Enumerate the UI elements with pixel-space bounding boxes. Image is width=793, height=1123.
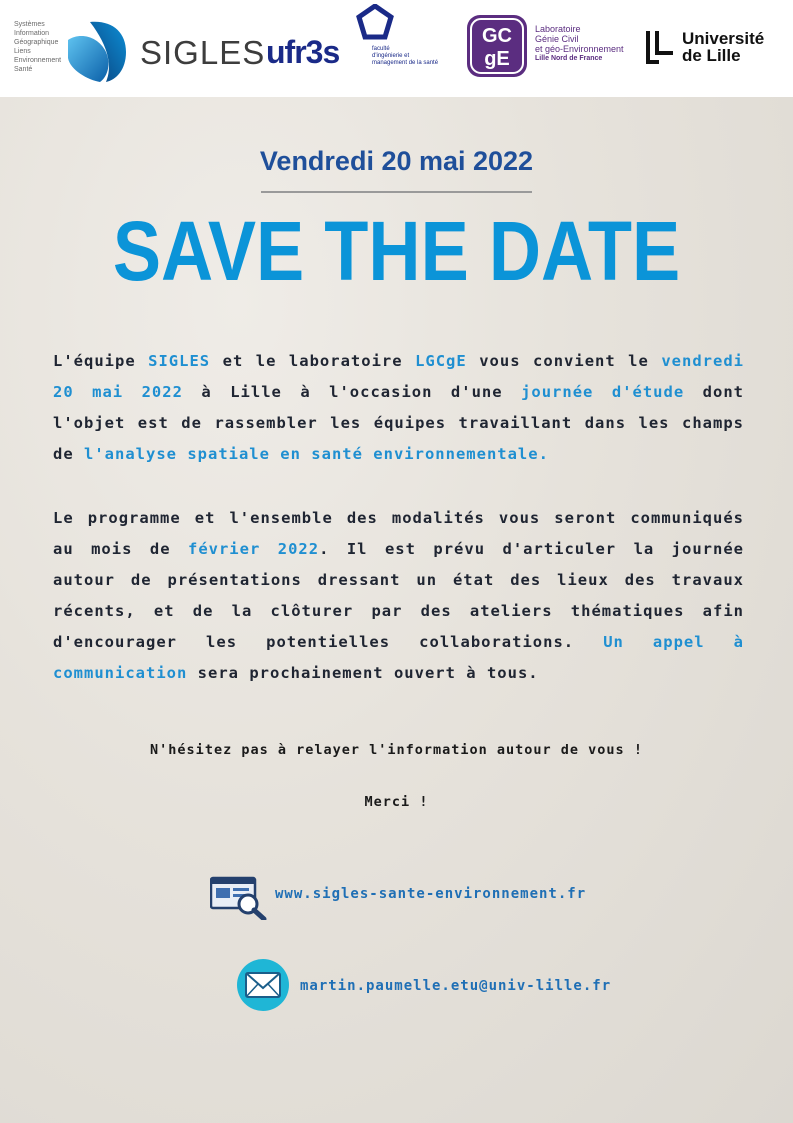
- intro-paragraph: [53, 346, 744, 470]
- lgcge-caption-line: et géo-Environnement: [535, 44, 624, 54]
- text-run: Le programme et l'ensemble des modalités vous seront communiqués au mois de: [53, 509, 744, 558]
- sigles-tagline-line: Santé: [14, 66, 33, 73]
- ufr3s-subtitle-line: management de la santé: [372, 60, 439, 66]
- univ-lille-wordmark: [682, 30, 764, 64]
- thanks-message: Merci !: [364, 794, 429, 810]
- website-link[interactable]: www.sigles-sante-environnement.fr: [275, 886, 587, 902]
- sigles-tagline-line: Information: [14, 30, 50, 37]
- logo-banner: [0, 0, 793, 97]
- highlight-topic: l'analyse spatiale en santé environnementale.: [84, 445, 549, 463]
- program-paragraph: [53, 503, 744, 689]
- highlight-lgcge: LGCgE: [415, 352, 467, 370]
- ufr3s-pentagon-icon: [356, 4, 394, 42]
- ufr3s-subtitle-line: faculté: [372, 46, 390, 52]
- univ-lille-logo-icon: [645, 31, 677, 65]
- save-the-date-headline: SAVE THE DATE: [112, 204, 681, 298]
- lgcge-caption-line: Génie Civil: [535, 34, 579, 44]
- ufr3s-subtitle: [372, 46, 438, 67]
- ufr3s-subtitle-line: d'ingénierie et: [372, 53, 410, 59]
- sigles-logo-icon: [66, 18, 130, 84]
- sigles-tagline-line: Géographique: [14, 39, 59, 46]
- text-run: L'équipe: [53, 352, 149, 370]
- email-envelope-icon: [236, 958, 290, 1012]
- sigles-tagline-line: Systèmes: [14, 21, 45, 28]
- email-link[interactable]: martin.paumelle.etu@univ-lille.fr: [300, 978, 612, 994]
- title-divider: [261, 191, 532, 193]
- event-date: Vendredi 20 mai 2022: [259, 146, 534, 176]
- highlight-call-for-papers: Un appel à communication: [53, 633, 744, 682]
- ufr3s-wordmark: ufr3s: [266, 34, 340, 70]
- text-run: et le laboratoire: [210, 352, 416, 370]
- highlight-date: vendredi 20 mai 2022: [53, 352, 744, 401]
- highlight-sigles: SIGLES: [148, 352, 211, 370]
- highlight-february: février 2022: [187, 540, 320, 558]
- lgcge-caption-line: Laboratoire: [535, 24, 581, 34]
- text-run: sera prochainement ouvert à tous.: [187, 664, 539, 682]
- sigles-tagline: [14, 20, 61, 74]
- highlight-study-day: journée d'étude: [521, 383, 685, 401]
- lgcge-caption: [535, 24, 624, 64]
- text-run: à Lille à l'occasion d'une: [182, 383, 522, 401]
- lgcge-caption-line: Lille Nord de France: [535, 55, 603, 62]
- lgcge-mark-bottom: gE: [484, 48, 510, 70]
- univ-lille-line: de Lille: [682, 46, 741, 65]
- text-run: dont l'objet est de rassembler les équipes travaillant dans les champs de: [53, 383, 744, 463]
- sigles-tagline-line: Liens: [14, 48, 31, 55]
- sigles-wordmark: SIGLES: [140, 34, 266, 71]
- sigles-tagline-line: Environnement: [14, 57, 62, 64]
- relay-message: N'hésitez pas à relayer l'information autour de vous !: [150, 742, 643, 758]
- univ-lille-line: Université: [682, 29, 765, 48]
- text-run: vous convient le: [466, 352, 662, 370]
- lgcge-mark-top: GC: [482, 25, 512, 47]
- lgcge-logo-icon: [467, 15, 527, 77]
- website-search-icon: [210, 876, 268, 920]
- text-run: . Il est prévu d'articuler la journée autour de présentations dressant un état des lieux des travaux récents, et de la clôturer par des ateliers thématiques afin d'encourager les potentielles collaborations.: [53, 540, 745, 651]
